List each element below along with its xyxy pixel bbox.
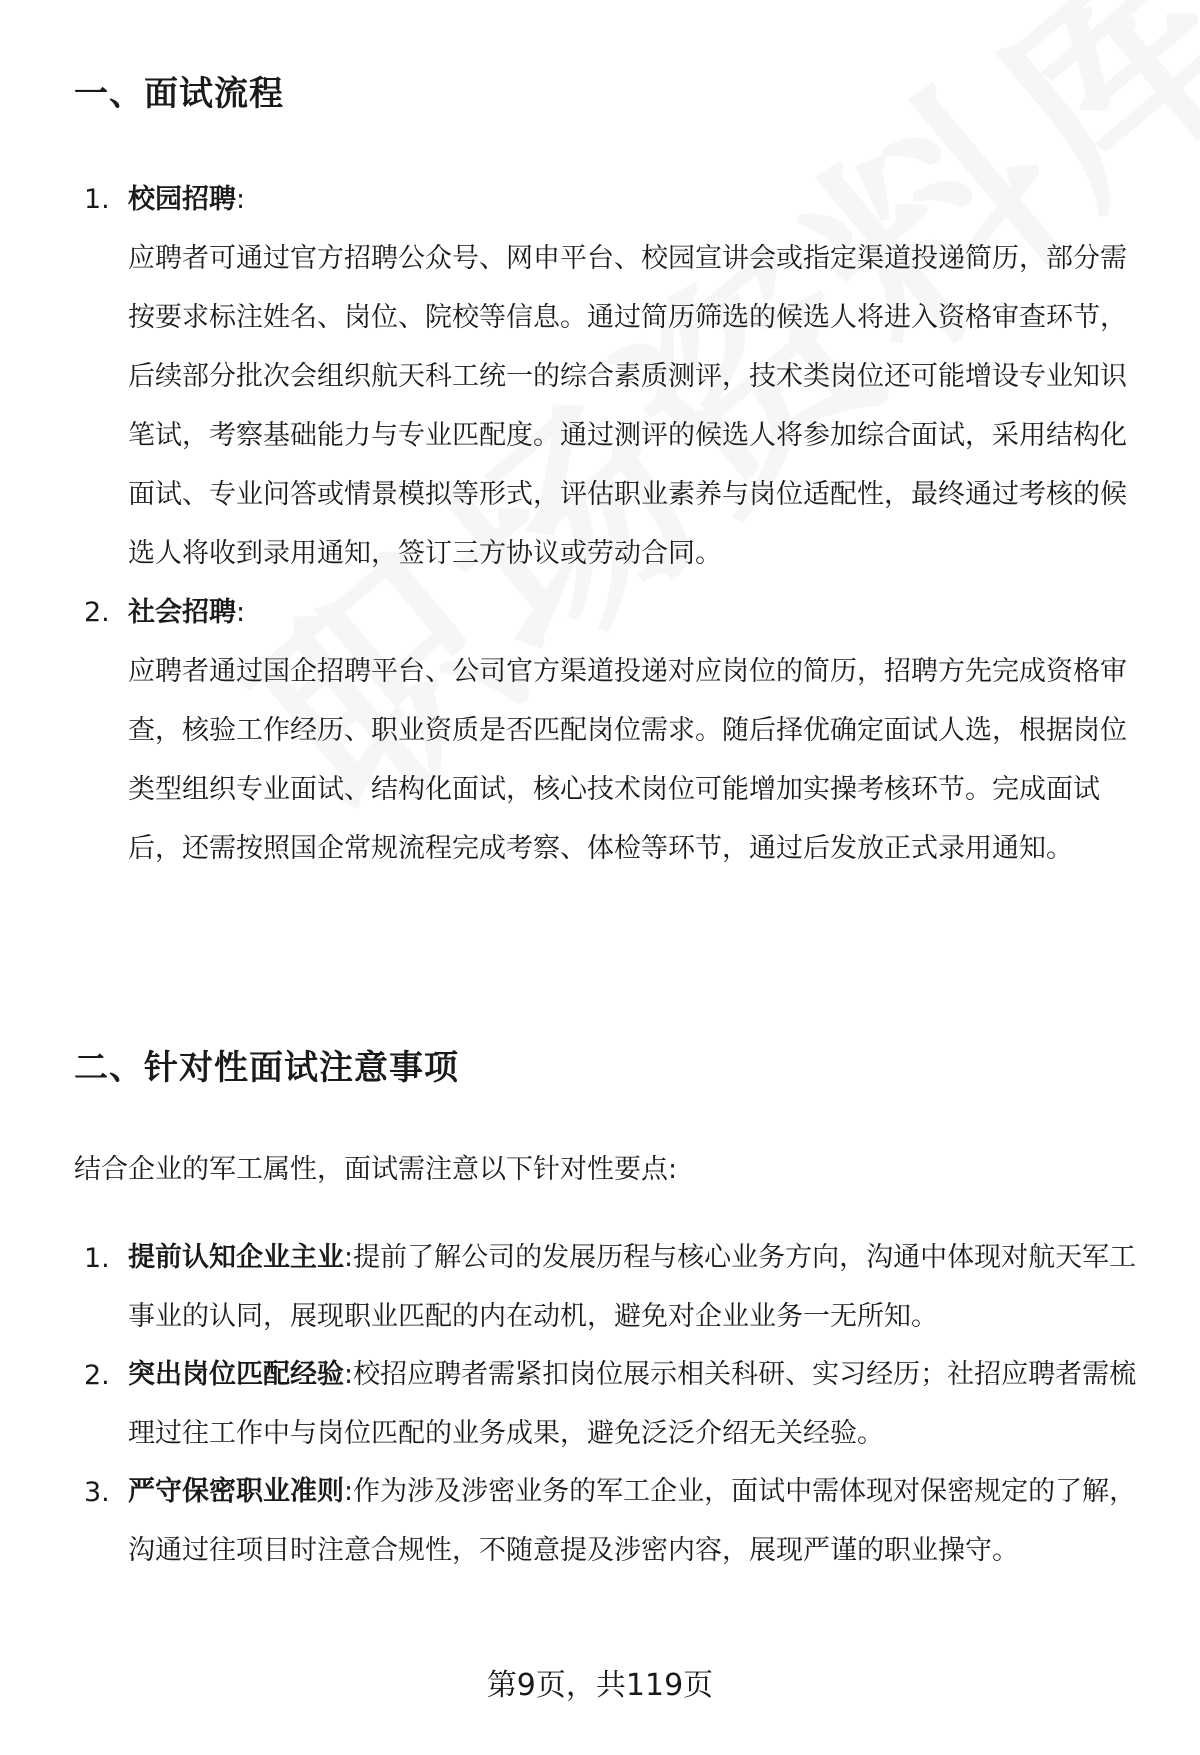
list-item-heading xyxy=(128,170,1144,229)
list-item xyxy=(84,1346,1144,1463)
list-item-body: 应聘者可通过官方招聘公众号、网申平台、校园宣讲会或指定渠道投递简历，部分需按要求标注姓名、岗位、院校等信息。通过简历筛选的候选人将进入资格审查环节，后续部分批次会组织航天科工统一的综合素质测评，技术类岗位还可能增设专业知识笔试，考察基础能力与专业匹配度。通过测评的候选人将参加综合面试，采用结构化面试、专业问答或情景模拟等形式，评估职业素养与岗位适配性，最终通过考核的候选人将收到录用通知，签订三方协议或劳动合同。 xyxy=(128,243,1127,569)
list-item-body: 提前了解公司的发展历程与核心业务方向，沟通中体现对航天军工事业的认同，展现职业匹配的内在动机，避免对企业业务一无所知。 xyxy=(128,1242,1137,1332)
interview-process-list xyxy=(84,170,1144,878)
list-item-number: 3. xyxy=(84,1477,110,1508)
list-item xyxy=(84,170,1144,583)
list-item-number: 1. xyxy=(84,1243,110,1274)
list-item-title: 校园招聘 xyxy=(128,184,236,215)
list-item-number: 2. xyxy=(84,597,110,628)
page-number-footer: 第9页，共119页 xyxy=(486,1668,714,1703)
list-item-number: 2. xyxy=(84,1360,110,1391)
list-item-heading xyxy=(128,583,1144,642)
list-item-text xyxy=(128,1229,1138,1346)
list-item-number: 1. xyxy=(84,184,110,215)
list-item xyxy=(84,583,1144,878)
list-item-title: 严守保密职业准则 xyxy=(128,1476,344,1507)
section-heading-interview-process: 一、面试流程 xyxy=(74,74,284,114)
list-item-title: 提前认知企业主业 xyxy=(128,1242,344,1273)
list-item-colon: : xyxy=(236,597,246,628)
list-item-text xyxy=(128,1463,1138,1580)
list-item-colon: : xyxy=(344,1359,354,1390)
section-intro: 结合企业的军工属性，面试需注意以下针对性要点: xyxy=(74,1154,678,1185)
list-item-colon: : xyxy=(236,184,246,215)
interview-notes-list xyxy=(84,1229,1144,1580)
list-item-title: 突出岗位匹配经验 xyxy=(128,1359,344,1390)
list-item-body: 作为涉及涉密业务的军工企业，面试中需体现对保密规定的了解，沟通过往项目时注意合规性，不随意提及涉密内容，展现严谨的职业操守。 xyxy=(128,1476,1137,1566)
list-item-colon: : xyxy=(344,1242,354,1273)
list-item-colon: : xyxy=(344,1476,354,1507)
section-heading-interview-notes: 二、针对性面试注意事项 xyxy=(74,1048,459,1088)
list-item xyxy=(84,1229,1144,1346)
list-item-body: 应聘者通过国企招聘平台、公司官方渠道投递对应岗位的简历，招聘方先完成资格审查，核验工作经历、职业资质是否匹配岗位需求。随后择优确定面试人选，根据岗位类型组织专业面试、结构化面试，核心技术岗位可能增加实操考核环节。完成面试后，还需按照国企常规流程完成考察、体检等环节，通过后发放正式录用通知。 xyxy=(128,656,1127,864)
list-item-text xyxy=(128,1346,1138,1463)
list-item-title: 社会招聘 xyxy=(128,597,236,628)
list-item xyxy=(84,1463,1144,1580)
list-item-body: 校招应聘者需紧扣岗位展示相关科研、实习经历；社招应聘者需梳理过往工作中与岗位匹配的业务成果，避免泛泛介绍无关经验。 xyxy=(128,1359,1137,1449)
